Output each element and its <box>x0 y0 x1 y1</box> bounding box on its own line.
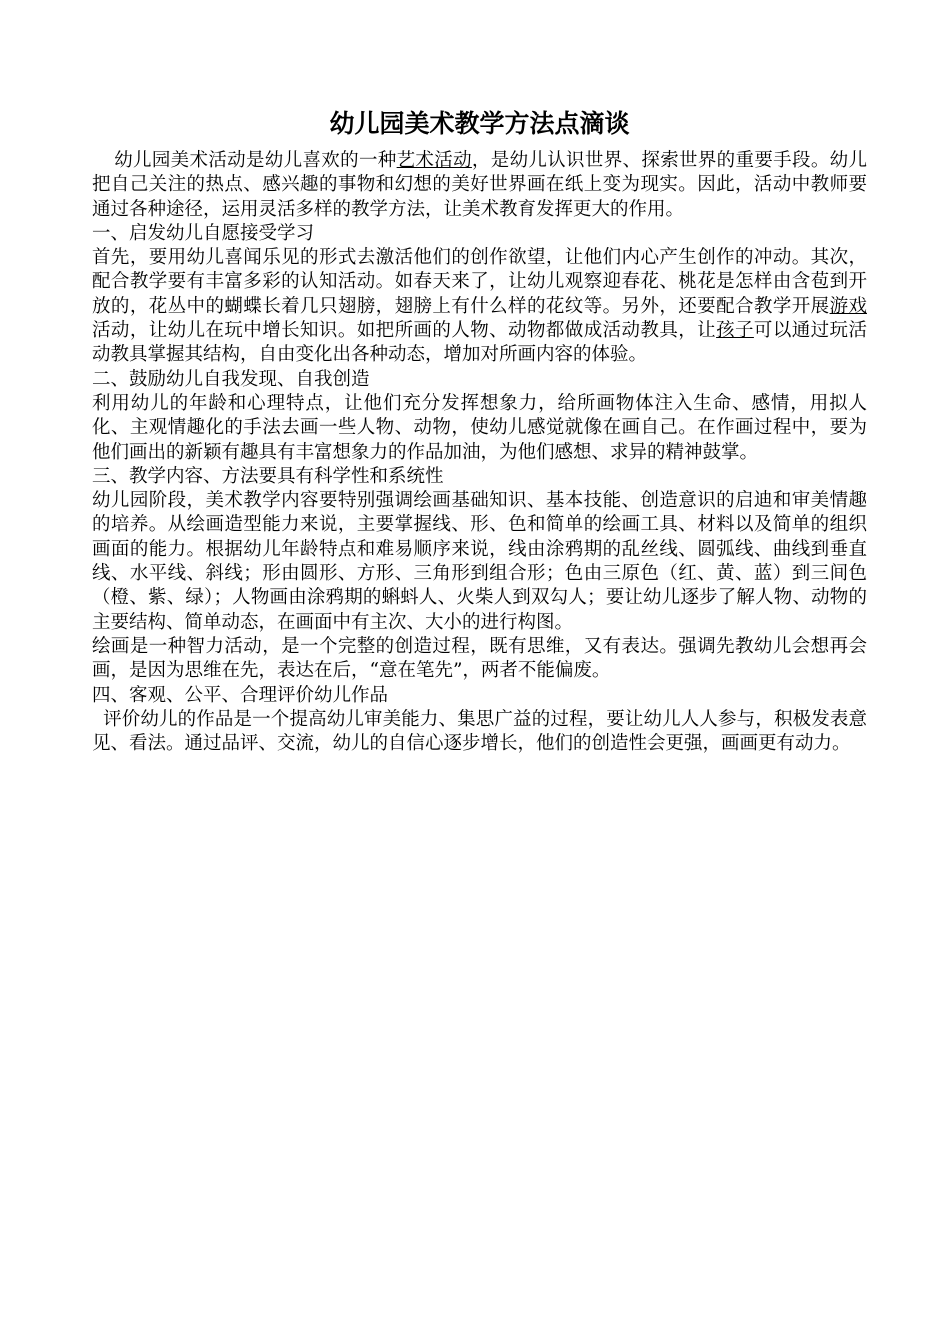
document-page <box>92 104 867 756</box>
section-1-text-3: 可以通过玩活动教具掌握其结构，自由变化出各种动态，增加对所画内容的体验。 <box>92 320 867 366</box>
section-3-paragraph-2: 绘画是一种智力活动，是一个完整的创造过程，既有思维，又有表达。强调先教幼儿会想再会画，是因为思维在先，表达在后，“意在笔先”，两者不能偏废。 <box>92 635 867 682</box>
children-link[interactable]: 孩子 <box>716 320 754 342</box>
section-4-paragraph: 评价幼儿的作品是一个提高幼儿审美能力、集思广益的过程，要让幼儿人人参与，积极发表意见、看法。通过品评、交流，幼儿的自信心逐步增长，他们的创造性会更强，画画更有动力。 <box>92 708 867 755</box>
intro-paragraph <box>92 149 867 222</box>
game-link[interactable]: 游戏 <box>829 295 867 317</box>
section-4-heading: 四、客观、公平、合理评价幼儿作品 <box>92 684 389 706</box>
art-activity-link[interactable]: 艺术活动 <box>396 150 472 171</box>
section-2-heading: 二、鼓励幼儿自我发现、自我创造 <box>92 368 370 390</box>
section-2-paragraph: 利用幼儿的年龄和心理特点，让他们充分发挥想象力，给所画物体注入生命、感情，用拟人化、主观情趣化的手法去画一些人物、动物，使幼儿感觉就像在画自己。在作画过程中，要为他们画出的新颖有趣具有丰富想象力的作品加油，为他们感想、求异的精神鼓掌。 <box>92 392 867 463</box>
section-1-text-2: 活动，让幼儿在玩中增长知识。如把所画的人物、动物都做成活动教具，让 <box>92 320 717 342</box>
intro-text-2: ，是幼儿认识世界、探索世界的重要手段。幼儿把自己关注的热点、感兴趣的事物和幻想的美好世界画在纸上变为现实。因此，活动中教师要通过各种途径，运用灵活多样的教学方法，让美术教育发挥更大的作用。 <box>92 150 867 220</box>
section-3-paragraph-1: 幼儿园阶段，美术教学内容要特别强调绘画基础知识、基本技能、创造意识的启迪和审美情趣的培养。从绘画造型能力来说，主要掌握线、形、色和简单的绘画工具、材料以及简单的组织画面的能力。根据幼儿年龄特点和难易顺序来说，线由涂鸦期的乱丝线、圆弧线、曲线到垂直线、水平线、斜线；形由圆形、方形、三角形到组合形；色由三原色（红、黄、蓝）到三间色（橙、紫、绿）；人物画由涂鸦期的蝌蚪人、火柴人到双勾人；要让幼儿逐步了解人物、动物的主要结构、简单动态，在画面中有主次、大小的进行构图。 <box>92 490 867 633</box>
intro-text-1: 幼儿园美术活动是幼儿喜欢的一种 <box>114 150 397 171</box>
section-3-heading: 三、教学内容、方法要具有科学性和系统性 <box>92 465 444 487</box>
section-1-paragraph <box>92 246 867 367</box>
section-1-heading: 一、启发幼儿自愿接受学习 <box>92 222 315 244</box>
document-title: 幼儿园美术教学方法点滴谈 <box>329 109 630 138</box>
section-1-text-1: 首先，要用幼儿喜闻乐见的形式去激活他们的创作欲望，让他们内心产生创作的冲动。其次，配合教学要有丰富多彩的认知活动。如春天来了，让幼儿观察迎春花、桃花是怎样由含苞到开放的，花丛中的蝴蝶长着几只翅膀，翅膀上有什么样的花纹等。另外，还要配合教学开展 <box>92 247 867 317</box>
